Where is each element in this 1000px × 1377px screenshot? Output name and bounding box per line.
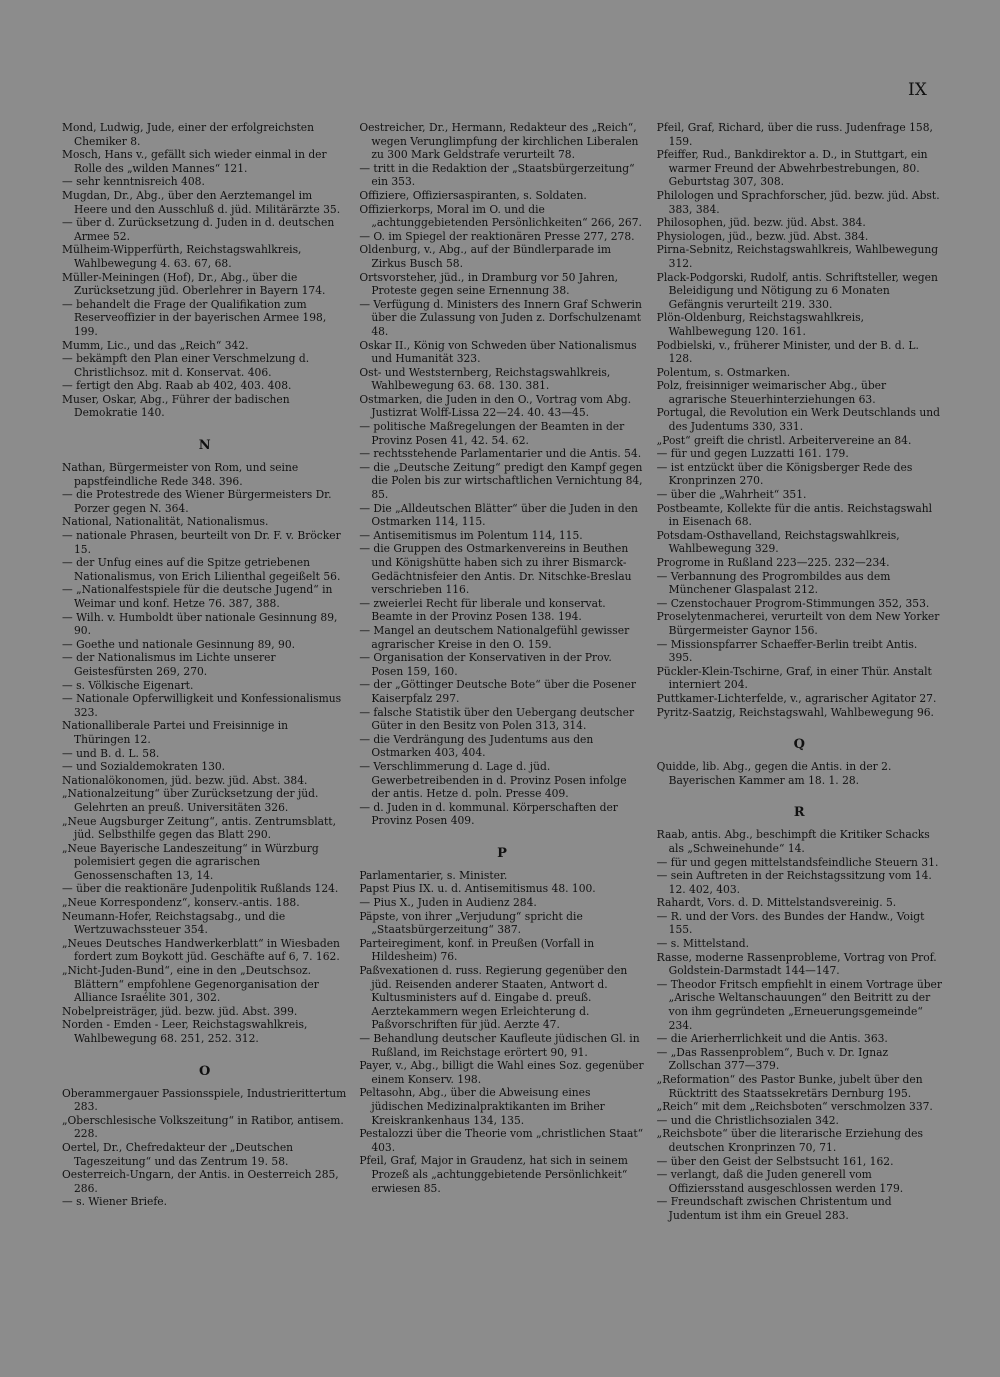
index-entry: Proselytenmacherei, verurteilt von dem New Yorker Bürgermeister Gaynor 156. [656,610,940,637]
index-entry: — Verschlimmerung d. Lage d. jüd. Gewerbetreibenden in d. Provinz Posen infolge der antis. Hetze d. poln. Presse 409. [359,759,627,801]
index-entry: Paßvexationen d. russ. Regierung gegenüber den jüd. Reisenden anderer Staaten, Antwort d. Kultusministers auf d. Eingabe d. preuß. Aerztekammern wegen Erleichterung d. Paßvorschriften für jüd. Aerzte 47. [359,964,628,1032]
index-entry: Philologen und Sprachforscher, jüd. bezw. jüd. Abst. 383, 384. [656,188,940,216]
index-entry: — Czenstochauer Progrom-Stimmungen 352, 353. [656,596,930,610]
index-entry: Puttkamer-Lichterfelde, v., agrarischer Agitator 27. [656,691,937,705]
index-entry: — ist entzückt über die Königsberger Rede des Kronprinzen 270. [656,460,913,488]
index-entry: Pfeil, Graf, Richard, über die russ. Judenfrage 158, 159. [656,121,933,148]
index-entry: „Neues Deutsches Handwerkerblatt“ in Wiesbaden fordert zum Boykott jüd. Geschäfte auf 6, 7. 162. [62,936,340,964]
index-entry: Pückler-Klein-Tschirne, Graf, in einer Thür. Anstalt interniert 204. [656,664,932,692]
index-entry: Oskar II., König von Schweden über Nationalismus und Humanität 323. [359,338,637,366]
index-entry: — R. und der Vors. des Bundes der Handw., Voigt 155. [656,909,925,937]
index-entry: Ostmarken, die Juden in den O., Vortrag vom Abg. Justizrat Wolff-Lissa 22—24. 40. 43—45. [359,392,632,420]
index-entry: Oberammergauer Passionsspiele, Industrierittertum 283. [62,1086,347,1114]
index-entry: — fertigt den Abg. Raab ab 402, 403. 408. [62,379,292,393]
index-entry: — nationale Phrasen, beurteilt von Dr. F. v. Bröcker 15. [62,529,341,556]
index-entry: Mülheim-Wipperfürth, Reichstagswahlkreis, Wahlbewegung 4. 63. 67, 68. [62,243,302,270]
index-entry: Nationalökonomen, jüd. bezw. jüd. Abst. 384. [62,773,308,787]
index-entry: Oestreicher, Dr., Hermann, Redakteur des „Reich“, wegen Verunglimpfung der kirchlichen Liberalen zu 300 Mark Geldstrafe verurteilt 78. [359,121,639,162]
index-entry: — s. Völkische Eigenart. [62,678,194,692]
index-columns [62,121,942,1301]
index-entry: — über d. Zurücksetzung d. Juden in d. deutschen Armee 52. [62,216,335,243]
index-entry: — Freundschaft zwischen Christentum und Judentum ist ihm ein Greuel 283. [656,1195,892,1222]
index-entry: Mugdan, Dr., Abg., über den Aerztemangel im Heere und den Ausschluß d. jüd. Militärärzte 35. [62,188,341,216]
index-entry: — Organisation der Konservativen in der Prov. Posen 159, 160. [359,651,612,678]
index-entry: — O. im Spiegel der reaktionären Presse 277, 278. [359,229,635,243]
index-entry: Podbielski, v., früherer Minister, und der B. d. L. 128. [656,338,919,366]
index-entry: Pfeil, Graf, Major in Graudenz, hat sich in seinem Prozeß als „achtunggebietende Persönlichkeit“ erwiesen 85. [359,1154,628,1195]
index-entry: Ortsvorsteher, jüd., in Dramburg vor 50 Jahren, Proteste gegen seine Ernennung 38. [359,270,619,298]
index-entry: — für und gegen mittelstandsfeindliche Steuern 31. [656,855,939,869]
index-entry: Postbeamte, Kollekte für die antis. Reichstagswahl in Eisenach 68. [656,501,933,529]
index-entry: — s. Wiener Briefe. [62,1195,168,1209]
index-entry: — Verbannung des Progrombildes aus dem Münchener Glaspalast 212. [656,569,891,597]
index-column-2 [359,121,644,1301]
index-entry: — über die reaktionäre Judenpolitik Rußlands 124. [62,882,339,896]
index-entry: „Post“ greift die christl. Arbeitervereine an 84. [656,433,912,447]
index-entry: — die Verdrängung des Judentums aus den Ostmarken 403, 404. [359,732,594,760]
index-entry: „Neue Bayerische Landeszeitung“ in Würzburg polemisiert gegen die agrarischen Genossenschaften 13, 14. [62,841,319,882]
index-entry: — Verfügung d. Ministers des Innern Graf Schwerin über die Zulassung von Juden z. Dorfschulzenamt 48. [359,297,642,338]
index-entry: Nationalliberale Partei und Freisinnige in Thüringen 12. [62,719,289,746]
section-letter: R [793,805,805,821]
index-entry: „Reich“ mit dem „Reichsboten“ verschmolzen 337. [656,1100,933,1114]
index-entry: Offiziere, Offiziersaspiranten, s. Soldaten. [359,188,587,202]
index-entry: — über die „Wahrheit“ 351. [656,488,807,502]
index-entry: — falsche Statistik über den Uebergang deutscher Güter in den Besitz von Polen 313, 314. [359,705,635,733]
index-entry: Parlamentarier, s. Minister. [359,868,508,882]
index-column-1 [62,121,347,1301]
index-entry: Nobelpreisträger, jüd. bezw. jüd. Abst. 399. [62,1004,298,1018]
index-entry: Muser, Oskar, Abg., Führer der badischen Demokratie 140. [62,392,290,420]
index-entry: — tritt in die Redaktion der „Staatsbürgerzeitung“ ein 353. [359,161,635,189]
index-entry: Pyritz-Saatzig, Reichstagswahl, Wahlbewegung 96. [656,705,934,719]
index-entry: „Nationalzeitung“ über Zurücksetzung der jüd. Gelehrten an preuß. Universitäten 326. [62,787,319,814]
index-entry: — die Gruppen des Ostmarkenvereins in Beuthen und Königshütte haben sich zu ihrer Bismarck-Gedächtnisfeier den Antis. Dr. Nitschke-Breslau verschrieben 116. [359,542,632,597]
index-entry: — über den Geist der Selbstsucht 161, 162. [656,1154,894,1168]
index-entry: — die „Deutsche Zeitung“ predigt den Kampf gegen die Polen bis zur wirtschaftlichen Vernichtung 84, 85. [359,460,643,502]
index-entry: Papst Pius IX. u. d. Antisemitismus 48. 100. [359,882,596,896]
index-entry: — der „Göttinger Deutsche Bote“ über die Posener Kaiserpfalz 297. [359,678,636,705]
index-entry: Plack-Podgorski, Rudolf, antis. Schriftsteller, wegen Beleidigung und Nötigung zu 6 Monaten Gefängnis verurteilt 219. 330. [656,270,938,311]
index-entry: „Reformation“ des Pastor Bunke, jubelt über den Rücktritt des Staatssekretärs Dernburg 195. [656,1073,923,1100]
index-entry: „Neue Korrespondenz“, konserv.-antis. 188. [62,896,300,910]
index-entry: Mumm, Lic., und das „Reich“ 342. [62,338,249,352]
index-entry: Progrome in Rußland 223—225. 232—234. [656,556,890,569]
index-entry: — Pius X., Juden in Audienz 284. [359,896,537,910]
index-entry: — zweierlei Recht für liberale und konservat. Beamte in der Provinz Posen 138. 194. [359,596,606,624]
index-entry: — Behandlung deutscher Kaufleute jüdischen Gl. in Rußland, im Reichstage erörtert 90, 91. [359,1032,640,1059]
index-entry: Potsdam-Osthavelland, Reichstagswahlkreis, Wahlbewegung 329. [656,528,900,556]
index-entry: — Nationale Opferwilligkeit und Konfessionalismus 323. [62,692,342,719]
index-entry: — sehr kenntnisreich 408. [62,175,205,189]
index-entry: — die Protestrede des Wiener Bürgermeisters Dr. Porzer gegen N. 364. [62,488,332,515]
index-entry: Peltasohn, Abg., über die Abweisung eines jüdischen Medizinalpraktikanten im Briher Kreiskrankenhaus 134, 135. [359,1086,605,1127]
index-entry: — Wilh. v. Humboldt über nationale Gesinnung 89, 90. [62,610,338,638]
index-entry: Payer, v., Abg., billigt die Wahl eines Soz. gegenüber einem Konserv. 198. [359,1059,644,1086]
index-entry: Oertel, Dr., Chefredakteur der „Deutschen Tageszeitung“ und das Zentrum 19. 58. [62,1140,294,1168]
index-entry: Physiologen, jüd., bezw. jüd. Abst. 384. [656,229,869,243]
index-entry: Rasse, moderne Rassenprobleme, Vortrag von Prof. Goldstein-Darmstadt 144—147. [656,950,937,978]
index-entry: — Missionspfarrer Schaeffer-Berlin treibt Antis. 395. [656,637,918,665]
index-entry: Nathan, Bürgermeister von Rom, und seine papstfeindliche Rede 348. 396. [62,461,299,488]
index-entry: Raab, antis. Abg., beschimpft die Kritiker Schacks als „Schweinehunde“ 14. [656,828,930,855]
index-column-3 [657,121,942,1301]
index-entry: — s. Mittelstand. [656,937,749,951]
page-number: IX [908,80,927,100]
index-entry: — d. Juden in d. kommunal. Körperschaften der Provinz Posen 409. [359,800,618,828]
index-entry: — verlangt, daß die Juden generell vom Offiziersstand ausgeschlossen werden 179. [656,1168,904,1195]
section-letter: P [497,845,507,861]
index-entry: — „Das Rassenproblem“, Buch v. Dr. Ignaz Zollschan 377—379. [656,1045,889,1073]
index-entry: Oldenburg, v., Abg., auf der Bündlerparade im Zirkus Busch 58. [359,243,611,270]
index-entry: Polentum, s. Ostmarken. [656,365,791,379]
index-entry: Mosch, Hans v., gefällt sich wieder einmal in der Rolle des „wilden Mannes“ 121. [62,148,327,175]
index-entry: Polz, freisinniger weimarischer Abg., über agrarische Steuerhinterziehungen 63. [656,379,887,406]
index-entry: „Reichsbote“ über die literarische Erziehung des deutschen Kronprinzen 70, 71. [656,1127,923,1154]
index-entry: — Goethe und nationale Gesinnung 89, 90. [62,637,296,651]
index-entry: Philosophen, jüd. bezw. jüd. Abst. 384. [656,216,866,230]
index-entry: Oesterreich-Ungarn, der Antis. in Oesterreich 285, 286. [62,1168,339,1195]
index-entry: — und Sozialdemokraten 130. [62,760,226,774]
index-entry: — politische Maßregelungen der Beamten in der Provinz Posen 41, 42. 54. 62. [359,420,625,447]
section-letter: Q [793,737,805,753]
index-entry: Pfeiffer, Rud., Bankdirektor a. D., in Stuttgart, ein warmer Freund der Abwehrbestrebungen, 80. Geburtstag 307, 308. [656,148,928,189]
index-entry: Plön-Oldenburg, Reichstagswahlkreis, Wahlbewegung 120. 161. [656,311,865,338]
section-letter: O [199,1063,211,1079]
index-entry: — der Nationalismus im Lichte unserer Geistesfürsten 269, 270. [62,651,276,678]
index-entry: — Mangel an deutschem Nationalgefühl gewisser agrarischer Kreise in den O. 159. [359,623,630,651]
index-entry: — Die „Alldeutschen Blätter“ über die Juden in den Ostmarken 114, 115. [359,501,638,529]
index-entry: Offizierkorps, Moral im O. und die „achtunggebietenden Persönlichkeiten“ 266, 267. [359,202,642,230]
index-entry: Ost- und Weststernberg, Reichstagswahlkreis, Wahlbewegung 63. 68. 130. 381. [359,365,611,393]
index-entry: National, Nationalität, Nationalismus. [62,515,269,529]
index-entry: Neumann-Hofer, Reichstagsabg., und die Wertzuwachssteuer 354. [62,909,286,937]
section-letter: N [198,438,211,454]
index-entry: „Oberschlesische Volkszeitung“ in Ratibor, antisem. 228. [62,1113,344,1141]
index-entry: „Nicht-Juden-Bund“, eine in den „Deutschsoz. Blättern“ empfohlene Gegenorganisation der Alliance Israélite 301, 302. [62,964,319,1005]
index-entry: Parteiregiment, konf. in Preußen (Vorfall in Hildesheim) 76. [359,936,595,964]
index-entry: — bekämpft den Plan einer Verschmelzung d. Christlichsoz. mit d. Konservat. 406. [62,352,310,379]
index-entry: Päpste, von ihrer „Verjudung“ spricht die „Staatsbürgerzeitung“ 387. [359,909,583,937]
index-entry: — Antisemitismus im Polentum 114, 115. [359,528,583,542]
index-entry: Portugal, die Revolution ein Werk Deutschlands und des Judentums 330, 331. [656,406,940,434]
index-entry: — rechtsstehende Parlamentarier und die Antis. 54. [359,447,642,461]
index-entry: — und die Christlichsozialen 342. [656,1113,839,1127]
index-entry: — der Unfug eines auf die Spitze getriebenen Nationalismus, von Erich Lilienthal gegeißelt 56. [62,556,341,583]
index-entry: Quidde, lib. Abg., gegen die Antis. in der 2. Bayerischen Kammer am 18. 1. 28. [656,760,892,787]
index-entry: Pestalozzi über die Theorie vom „christlichen Staat“ 403. [359,1127,644,1154]
index-entry: — Theodor Fritsch empfiehlt in einem Vortrage über „Arische Weltanschauungen“ den Beitritt zu der von ihm gegründeten „Erneuerungsgemeinde“ 234. [656,977,942,1032]
index-entry: Pirna-Sebnitz, Reichstagswahlkreis, Wahlbewegung 312. [656,243,939,270]
index-entry: — und B. d. L. 58. [62,746,160,760]
index-entry: — „Nationalfestspiele für die deutsche Jugend“ in Weimar und konf. Hetze 76. 387, 388. [62,583,333,610]
index-entry: — sein Auftreten in der Reichstagssitzung vom 14. 12. 402, 403. [656,869,932,896]
index-entry: Müller-Meiningen (Hof), Dr., Abg., über die Zurücksetzung jüd. Oberlehrer in Bayern 174. [62,270,326,298]
index-entry: Mond, Ludwig, Jude, einer der erfolgreichsten Chemiker 8. [62,121,314,148]
index-entry: — behandelt die Frage der Qualifikation zum Reserveoffizier in der bayerischen Armee 198, 199. [62,297,327,338]
index-entry: — die Arierherrlichkeit und die Antis. 363. [656,1032,888,1046]
index-entry: Norden - Emden - Leer, Reichstagswahlkreis, Wahlbewegung 68. 251, 252. 312. [62,1018,308,1045]
index-entry: Rahardt, Vors. d. D. Mittelstandsvereinig. 5. [656,896,897,910]
index-entry: „Neue Augsburger Zeitung“, antis. Zentrumsblatt, jüd. Selbsthilfe gegen das Blatt 290. [62,814,336,842]
index-entry: — für und gegen Luzzatti 161. 179. [656,447,849,461]
